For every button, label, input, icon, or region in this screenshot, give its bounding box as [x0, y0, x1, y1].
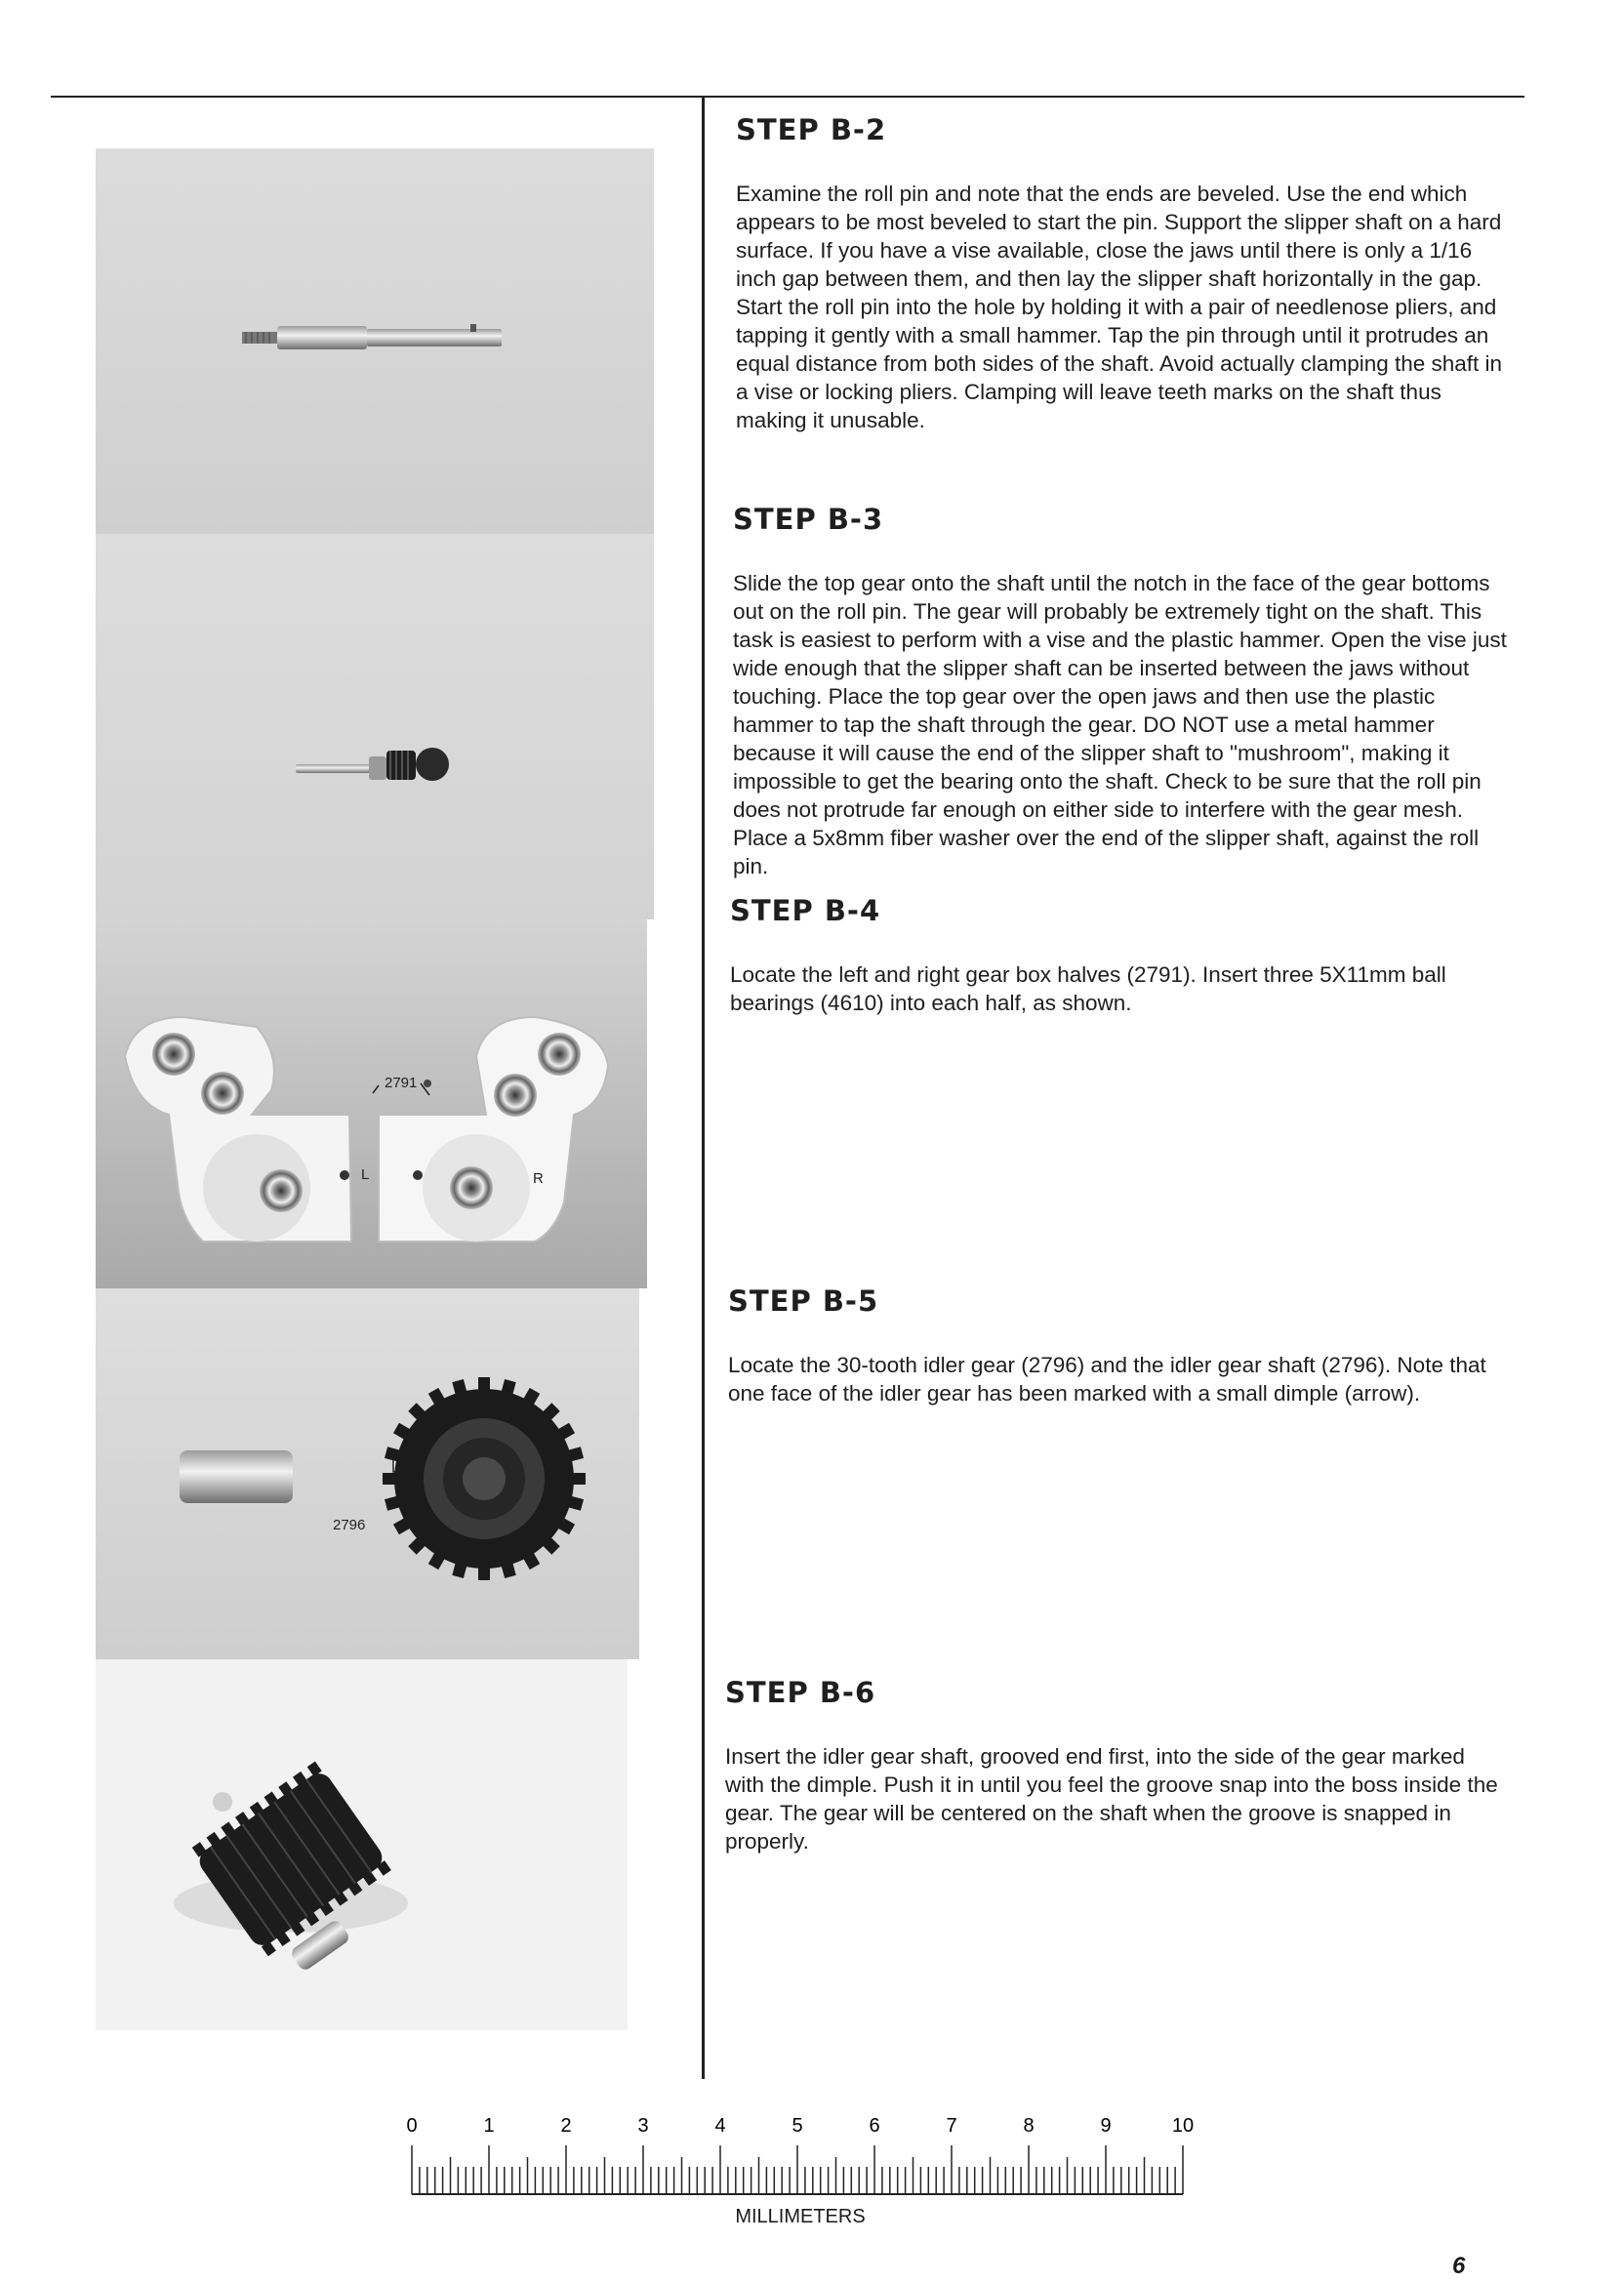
step-b2 — [736, 113, 1507, 434]
idler-part-number: 2796 — [333, 1517, 366, 1533]
gearbox-right-mark: R — [533, 1170, 544, 1187]
step-b5 — [728, 1284, 1504, 1407]
ruler-number: 2 — [560, 2115, 572, 2137]
step-b6 — [725, 1676, 1501, 1855]
ruler-number: 1 — [483, 2115, 495, 2137]
ruler-number: 4 — [714, 2115, 726, 2137]
step-b4 — [730, 894, 1506, 1017]
step-title: STEP B-6 — [725, 1676, 876, 1709]
step-title: STEP B-3 — [733, 503, 884, 536]
step-b3 — [733, 503, 1509, 880]
step-title: STEP B-5 — [728, 1284, 879, 1318]
step-title: STEP B-2 — [736, 113, 887, 146]
photo-gearbox-halves — [96, 919, 647, 1288]
ruler-number: 8 — [1023, 2115, 1035, 2137]
ruler-number: 3 — [637, 2115, 649, 2137]
ruler-number: 6 — [869, 2115, 880, 2137]
ruler-number: 10 — [1171, 2115, 1195, 2137]
ruler-number: 5 — [792, 2115, 803, 2137]
step-body: Locate the 30-tooth idler gear (2796) and the idler gear shaft (2796). Note that one face of the idler gear has been marked with a small dimple (arrow). — [728, 1353, 1486, 1406]
page-number: 6 — [1452, 2253, 1466, 2279]
gearbox-left-mark: L — [361, 1166, 370, 1183]
column-divider — [702, 98, 705, 2079]
step-body: Insert the idler gear shaft, grooved end first, into the side of the gear marked with the dimple. Push it in until you feel the groove snap into the boss inside the gear. The gear will be centered on the shaft when the groove is snapped in properly. — [725, 1744, 1498, 1854]
step-body: Locate the left and right gear box halves (2791). Insert three 5X11mm ball bearings (4610) into each half, as shown. — [730, 962, 1446, 1015]
photo-shaft-with-gear — [96, 534, 654, 919]
top-rule — [51, 96, 1524, 98]
photo-idler-shaft-and-gear — [96, 1288, 639, 1659]
millimeter-ruler — [390, 2106, 1210, 2233]
ruler-number: 0 — [406, 2115, 418, 2137]
ruler-number: 9 — [1100, 2115, 1112, 2137]
step-title: STEP B-4 — [730, 894, 881, 927]
ruler-label: MILLIMETERS — [735, 2206, 866, 2227]
step-body: Slide the top gear onto the shaft until the notch in the face of the gear bottoms out on the roll pin. The gear will probably be extremely tight on the shaft. This task is easiest to perform with a vise and the plastic hammer. Open the vise just wide enough that the slipper shaft can be inserted between the jaws without touching. Place the top gear over the open jaws and then use the plastic hammer to tap the shaft through the gear. DO NOT use a metal hammer because it will cause the end of the slipper shaft to "mushroom", making it impossible to get the bearing onto the shaft. Check to be sure that the roll pin does not protrude far enough on either side to interfere with the gear mesh. Place a 5x8mm fiber washer over the end of the slipper shaft, against the roll pin. — [733, 571, 1507, 878]
photo-slipper-shaft — [96, 148, 654, 534]
gearbox-part-number: 2791 — [385, 1075, 418, 1091]
photo-assembled-idler-gear — [96, 1659, 628, 2030]
step-body: Examine the roll pin and note that the ends are beveled. Use the end which appears to be most beveled to start the pin. Support the slipper shaft on a hard surface. If you have a vise available, close the jaws until there is only a 1/16 inch gap between them, and then lay the slipper shaft horizontally in the gap. Start the roll pin into the hole by holding it with a pair of needlenose pliers, and tapping it gently with a small hammer. Tap the pin through until it protrudes an equal distance from both sides of the shaft. Avoid actually clamping the shaft in a vise or locking pliers. Clamping will leave teeth marks on the shaft thus making it unusable. — [736, 182, 1503, 432]
ruler-number: 7 — [946, 2115, 957, 2137]
